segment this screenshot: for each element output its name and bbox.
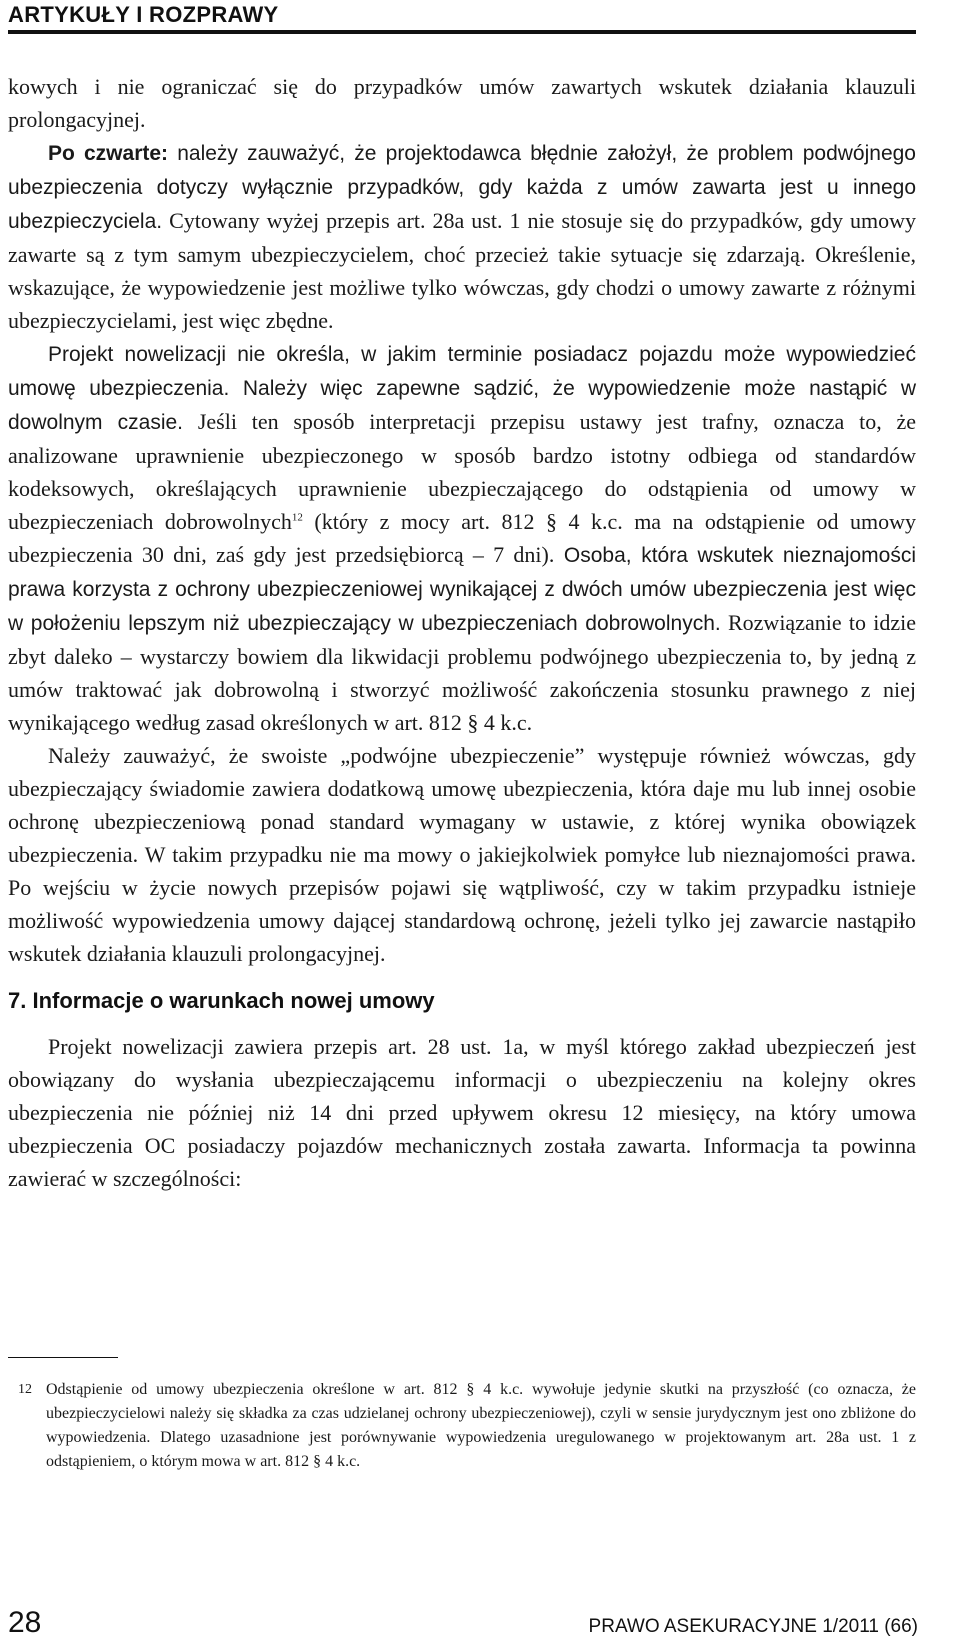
footnote-divider bbox=[8, 1357, 118, 1358]
paragraph-sans-text: Osoba, która wskutek nieznajomości prawa korzysta z ochrony ubezpieczeniowej wynikającej z dwóch umów ubezpieczenia jest więc w położeniu lepszym niż ubezpieczający w ubezpieczeniach dobrowolnych. bbox=[8, 544, 917, 635]
footnote-number: 12 bbox=[18, 1382, 32, 1397]
paragraph-text: Rozwiązanie to idzie zbyt daleko – wystarczy bowiem dla likwidacji problemu podwójnego ubezpieczenia to, by jedną z umów traktować jak dobrowolną i stworzyć możliwość zakończenia stosunku prawnego z niej wynikającego według zasad określonych w art. 812 § 4 k.c. bbox=[8, 610, 916, 735]
paragraph-continuation: kowych i nie ograniczać się do przypadków umów zawartych wskutek działania klauzuli prolongacyjnej. bbox=[8, 74, 916, 132]
paragraph-lead-in: Po czwarte: bbox=[48, 142, 169, 165]
footnote-text: Odstąpienie od umowy ubezpieczenia określone w art. 812 § 4 k.c. wywołuje jedynie skutki na przyszłość (co oznacza, że ubezpieczycielowi należy się składka za czas udzielanej ochrony ubezpieczeniowej), czyli w sensie jurydycznym jest ono zbliżone do wypowiedzenia. Dlatego uzasadnione jest porównywanie wypowiedzenia uregulowanego w projektowanym art. 28a ust. 1 z odstąpieniem, o którym mowa w art. 812 § 4 k.c. bbox=[46, 1381, 916, 1470]
footnote bbox=[8, 1378, 916, 1474]
paragraph-text: Jeśli ten sposób interpretacji przepisu ustawy jest trafny, oznacza to, że analizowane uprawnienie ubezpieczonego w sposób bardzo istotny odbiega od standardów kodeksowych, określających uprawnienie ubezpieczającego do odstąpienia od umowy w ubezpieczeniach dobrowolnych bbox=[8, 409, 917, 534]
paragraph-sans-text: należy zauważyć, że projektodawca błędnie założył, że problem podwójnego ubezpieczenia dotyczy wyłącznie przypadków, gdy każda z umów zawarta jest u innego ubezpieczyciela. bbox=[8, 142, 916, 233]
paragraph-sans-text: Projekt nowelizacji nie określa, w jakim terminie posiadacz pojazdu może wypowiedzieć umowę ubezpieczenia. Należy więc zapewne sądzić, że wypowiedzenie może nastąpić w dowolnym czasie. bbox=[8, 343, 916, 434]
paragraph-informacje: Projekt nowelizacji zawiera przepis art. 28 ust. 1a, w myśl którego zakład ubezpieczeń jest obowiązany do wysłania ubezpieczającemu informacji o ubezpieczeniu na kolejny okres ubezpieczenia nie później niż 14 dni przed upływem okresu 12 miesięcy, na który umowa ubezpieczenia OC posiadaczy pojazdów mechanicznych została zawarta. Informacja ta powinna zawierać w szczególności: bbox=[8, 1034, 916, 1191]
journal-footer: PRAWO ASEKURACYJNE 1/2011 (66) bbox=[588, 1616, 918, 1637]
section-heading: 7. Informacje o warunkach nowej umowy bbox=[8, 988, 435, 1013]
paragraph-podwojne-ubezpieczenie: Należy zauważyć, że swoiste „podwójne ubezpieczenie” występuje również wówczas, gdy ubezpieczający świadomie zawiera dodatkową umowę ubezpieczenia, która daje mu lub innej osobie ochronę ubezpieczeniową ponad standard wymagany w ustawie, z której wynika obowiązek ubezpieczenia. W takim przypadku nie ma mowy o jakiejkolwiek pomyłce lub nieznajomości prawa. Po wejściu w życie nowych przepisów pojawi się wątpliwość, czy w takim przypadku istnieje możliwość wypowiedzenia umowy dającej standardową ochronę, jeżeli tylko jej zawarcie nastąpiło wskutek działania klauzuli prolongacyjnej. bbox=[8, 743, 916, 966]
page-number: 28 bbox=[8, 1606, 42, 1639]
section-header-title: ARTYKUŁY I ROZPRAWY bbox=[8, 2, 279, 27]
paragraph-po-czwarte bbox=[8, 136, 916, 337]
article-body bbox=[8, 70, 916, 1195]
header-rule bbox=[8, 30, 916, 34]
paragraph-projekt-nowelizacji bbox=[8, 337, 916, 739]
footnote-reference[interactable]: 12 bbox=[291, 511, 303, 524]
paragraph-text: (który z mocy art. 812 § 4 k.c. ma na odstąpienie od umowy ubezpieczenia 30 dni, zaś gdy jest przedsiębiorcą – 7 dni). bbox=[8, 509, 916, 567]
paragraph-text: Cytowany wyżej przepis art. 28a ust. 1 nie stosuje się do przypadków, gdy umowy zawarte są z tym samym ubezpieczycielem, choć przecież takie sytuacje się zdarzają. Określenie, wskazujące, że wypowiedzenie jest możliwe tylko wówczas, gdy chodzi o umowy zawarte z różnymi ubezpieczycielami, jest więc zbędne. bbox=[8, 208, 916, 333]
